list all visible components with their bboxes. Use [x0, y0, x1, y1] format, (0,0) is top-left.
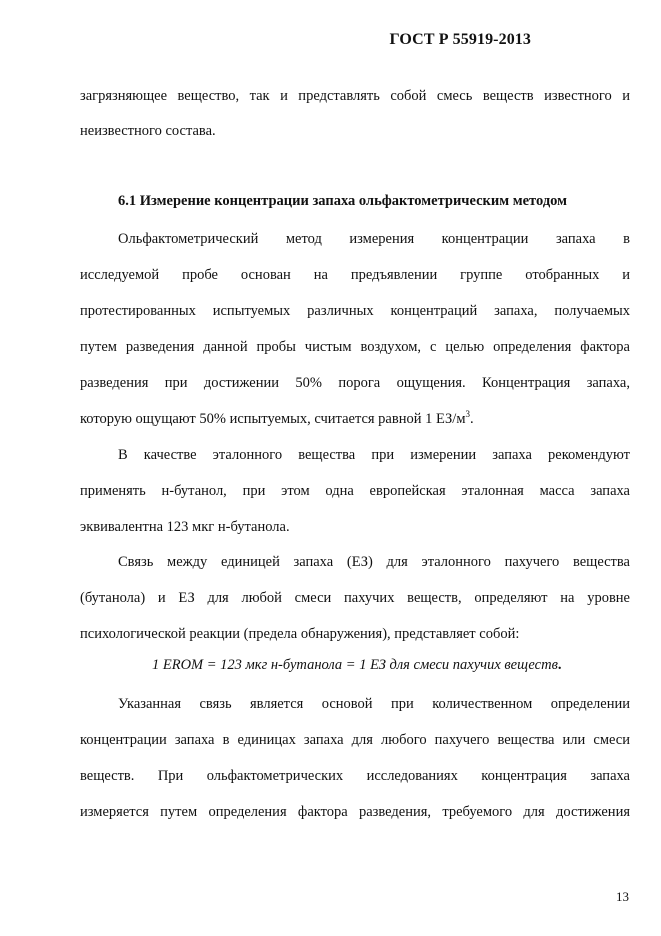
text-line: Ольфактометрический метод измерения концентрации запаха в [118, 231, 630, 247]
text-line: протестированных испытуемых различных концентраций запаха, получаемых [80, 303, 630, 319]
formula-text: 1 EROM = 123 мкг н-бутанола = 1 ЕЗ для смеси пахучих веществ [152, 657, 558, 673]
formula-period: . [557, 657, 562, 673]
text-line: В качестве эталонного вещества при измерении запаха рекомендуют [118, 447, 630, 463]
text-line: измеряется путем определения фактора разведения, требуемого для достижения [80, 804, 630, 820]
text-line: Связь между единицей запаха (ЕЗ) для эталонного пахучего вещества [118, 554, 630, 570]
text-line: психологической реакции (предела обнаружения), представляет собой: [80, 626, 520, 642]
text-line: веществ. При ольфактометрических исследованиях концентрация запаха [80, 768, 630, 784]
text-line: применять н-бутанол, при этом одна европейская эталонная масса запаха [80, 483, 630, 499]
text-line: Указанная связь является основой при количественном определении [118, 696, 630, 712]
text-line: концентрации запаха в единицах запаха для любого пахучего вещества или смеси [80, 732, 630, 748]
text-line: эквивалентна 123 мкг н-бутанола. [80, 519, 290, 535]
text-line: исследуемой пробе основан на предъявлении группе отобранных и [80, 267, 630, 283]
text-line: (бутанола) и ЕЗ для любой смеси пахучих веществ, определяют на уровне [80, 590, 630, 606]
page-number: 13 [616, 889, 629, 904]
text-segment: . [470, 411, 474, 427]
text-line [80, 409, 630, 429]
text-line: неизвестного состава. [80, 123, 216, 139]
section-heading: 6.1 Измерение концентрации запаха ольфактометрическим методом [118, 193, 568, 209]
formula [152, 657, 562, 674]
standard-number-header: ГОСТ Р 55919-2013 [389, 31, 531, 48]
text-line: разведения при достижении 50% порога ощущения. Концентрация запаха, [80, 375, 630, 391]
text-line: путем разведения данной пробы чистым воздухом, с целью определения фактора [80, 339, 630, 355]
superscript: 3 [465, 409, 470, 419]
text-segment: которую ощущают 50% испытуемых, считается равной 1 ЕЗ/м [80, 411, 466, 427]
text-line: загрязняющее вещество, так и представлять собой смесь веществ известного и [80, 88, 630, 104]
